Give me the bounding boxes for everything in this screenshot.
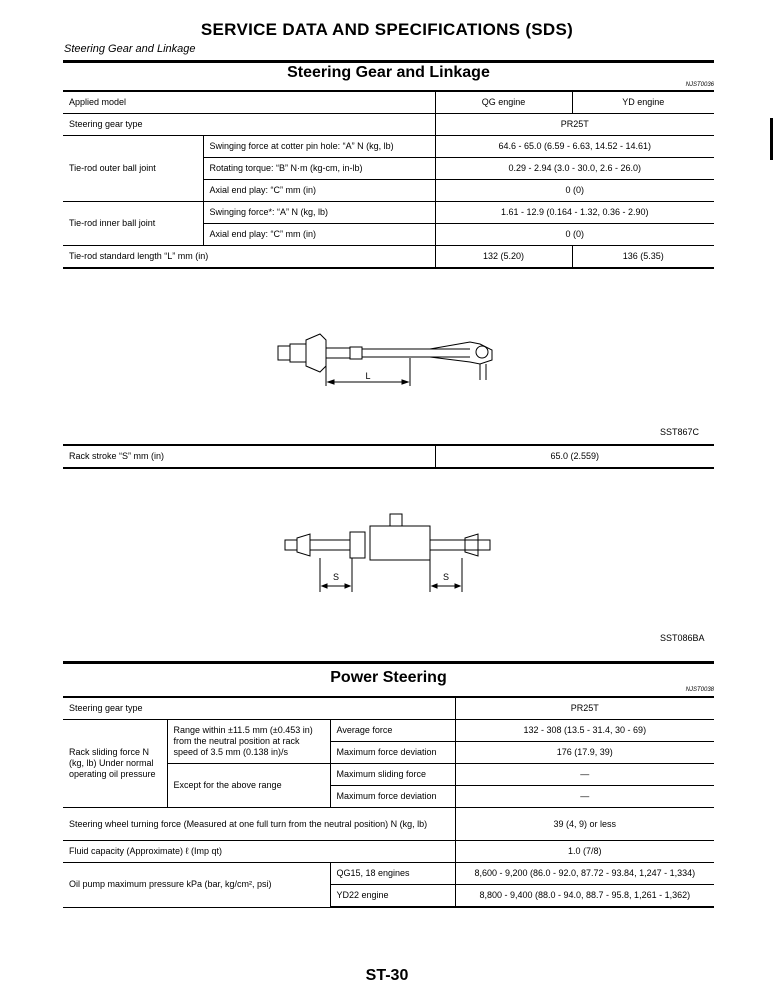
- table-cell: Oil pump maximum pressure kPa (bar, kg/cm², psi): [63, 863, 330, 908]
- table-row: [63, 720, 714, 742]
- table-cell: 8,600 - 9,200 (86.0 - 92.0, 87.72 - 93.84, 1,247 - 1,334): [455, 863, 714, 885]
- section-title-steering-gear: Steering Gear and Linkage: [287, 64, 490, 81]
- table-row: [63, 841, 714, 863]
- table-cell: Fluid capacity (Approximate) ℓ (Imp qt): [63, 841, 455, 863]
- table-cell: 8,800 - 9,400 (88.0 - 94.0, 88.7 - 95.8, 1,261 - 1,362): [455, 885, 714, 908]
- table-cell: Axial end play: “C” mm (in): [203, 180, 435, 202]
- table-cell: Axial end play: “C” mm (in): [203, 224, 435, 246]
- table-cell: QG engine: [435, 91, 572, 114]
- table-cell: Steering wheel turning force (Measured at one full turn from the neutral position) N (kg, lb): [63, 808, 455, 841]
- table-cell: 176 (17.9, 39): [455, 742, 714, 764]
- table-cell: Steering gear type: [63, 114, 435, 136]
- section-subtitle: Steering Gear and Linkage: [64, 43, 196, 55]
- table-cell: QG15, 18 engines: [330, 863, 455, 885]
- table-cell: Swinging force at cotter pin hole: “A” N (kg, lb): [203, 136, 435, 158]
- table-cell: 132 - 308 (13.5 - 31.4, 30 - 69): [455, 720, 714, 742]
- table-row: [63, 136, 714, 158]
- section-code: NJST0038: [685, 687, 714, 693]
- edge-tab-mark: [770, 118, 773, 160]
- table-cell: YD engine: [572, 91, 714, 114]
- section-rule: [63, 661, 714, 664]
- figure-code: SST086BA: [660, 633, 705, 643]
- dimension-label-s-right: S: [442, 572, 450, 582]
- rack-stroke-illustration: [280, 512, 505, 592]
- table-cell: Rack sliding force N (kg, lb) Under normal operating oil pressure: [63, 720, 167, 808]
- table-cell: Applied model: [63, 91, 435, 114]
- table-cell: Maximum force deviation: [330, 786, 455, 808]
- table-cell: 0.29 - 2.94 (3.0 - 30.0, 2.6 - 26.0): [435, 158, 714, 180]
- tie-rod-illustration: [270, 322, 500, 392]
- table-row: [63, 445, 714, 468]
- section-code: NJST0036: [685, 82, 714, 88]
- table-row: [63, 246, 714, 269]
- table-row: [63, 808, 714, 841]
- rack-stroke-table: [63, 444, 714, 469]
- table-cell: Swinging force*: “A” N (kg, lb): [203, 202, 435, 224]
- table-cell: Tie-rod standard length “L” mm (in): [63, 246, 435, 269]
- table-cell: 0 (0): [435, 224, 714, 246]
- table-cell: 65.0 (2.559): [435, 445, 714, 468]
- section-title-power-steering: Power Steering: [330, 669, 447, 686]
- table-cell: PR25T: [455, 697, 714, 720]
- section-rule: [63, 60, 714, 63]
- table-cell: Steering gear type: [63, 697, 455, 720]
- table-cell: 1.0 (7/8): [455, 841, 714, 863]
- table-cell: 39 (4, 9) or less: [455, 808, 714, 841]
- table-cell: 132 (5.20): [435, 246, 572, 269]
- power-steering-table: [63, 696, 714, 908]
- table-cell: YD22 engine: [330, 885, 455, 908]
- table-cell: PR25T: [435, 114, 714, 136]
- table-cell: —: [455, 764, 714, 786]
- table-cell: Maximum force deviation: [330, 742, 455, 764]
- table-cell: 64.6 - 65.0 (6.59 - 6.63, 14.52 - 14.61): [435, 136, 714, 158]
- table-row: [63, 863, 714, 885]
- table-cell: —: [455, 786, 714, 808]
- table-cell: Tie-rod outer ball joint: [63, 136, 203, 202]
- table-cell: Tie-rod inner ball joint: [63, 202, 203, 246]
- table-cell: 1.61 - 12.9 (0.164 - 1.32, 0.36 - 2.90): [435, 202, 714, 224]
- table-cell: Rack stroke “S” mm (in): [63, 445, 435, 468]
- dimension-label-l: L: [365, 371, 371, 381]
- table-row: [63, 91, 714, 114]
- table-cell: Maximum sliding force: [330, 764, 455, 786]
- table-cell: 0 (0): [435, 180, 714, 202]
- table-row: [63, 697, 714, 720]
- dimension-label-s-left: S: [332, 572, 340, 582]
- table-row: [63, 202, 714, 224]
- table-cell: Except for the above range: [167, 764, 330, 808]
- page-number: ST-30: [365, 967, 409, 984]
- figure-code: SST867C: [660, 427, 700, 437]
- table-cell: Range within ±11.5 mm (±0.453 in) from the neutral position at rack speed of 3.5 mm (0.138 in)/s: [167, 720, 330, 764]
- page-title: SERVICE DATA AND SPECIFICATIONS (SDS): [200, 20, 574, 39]
- steering-gear-table: [63, 90, 714, 269]
- table-cell: Rotating torque: “B” N·m (kg-cm, in-lb): [203, 158, 435, 180]
- table-row: [63, 114, 714, 136]
- table-cell: Average force: [330, 720, 455, 742]
- table-cell: 136 (5.35): [572, 246, 714, 269]
